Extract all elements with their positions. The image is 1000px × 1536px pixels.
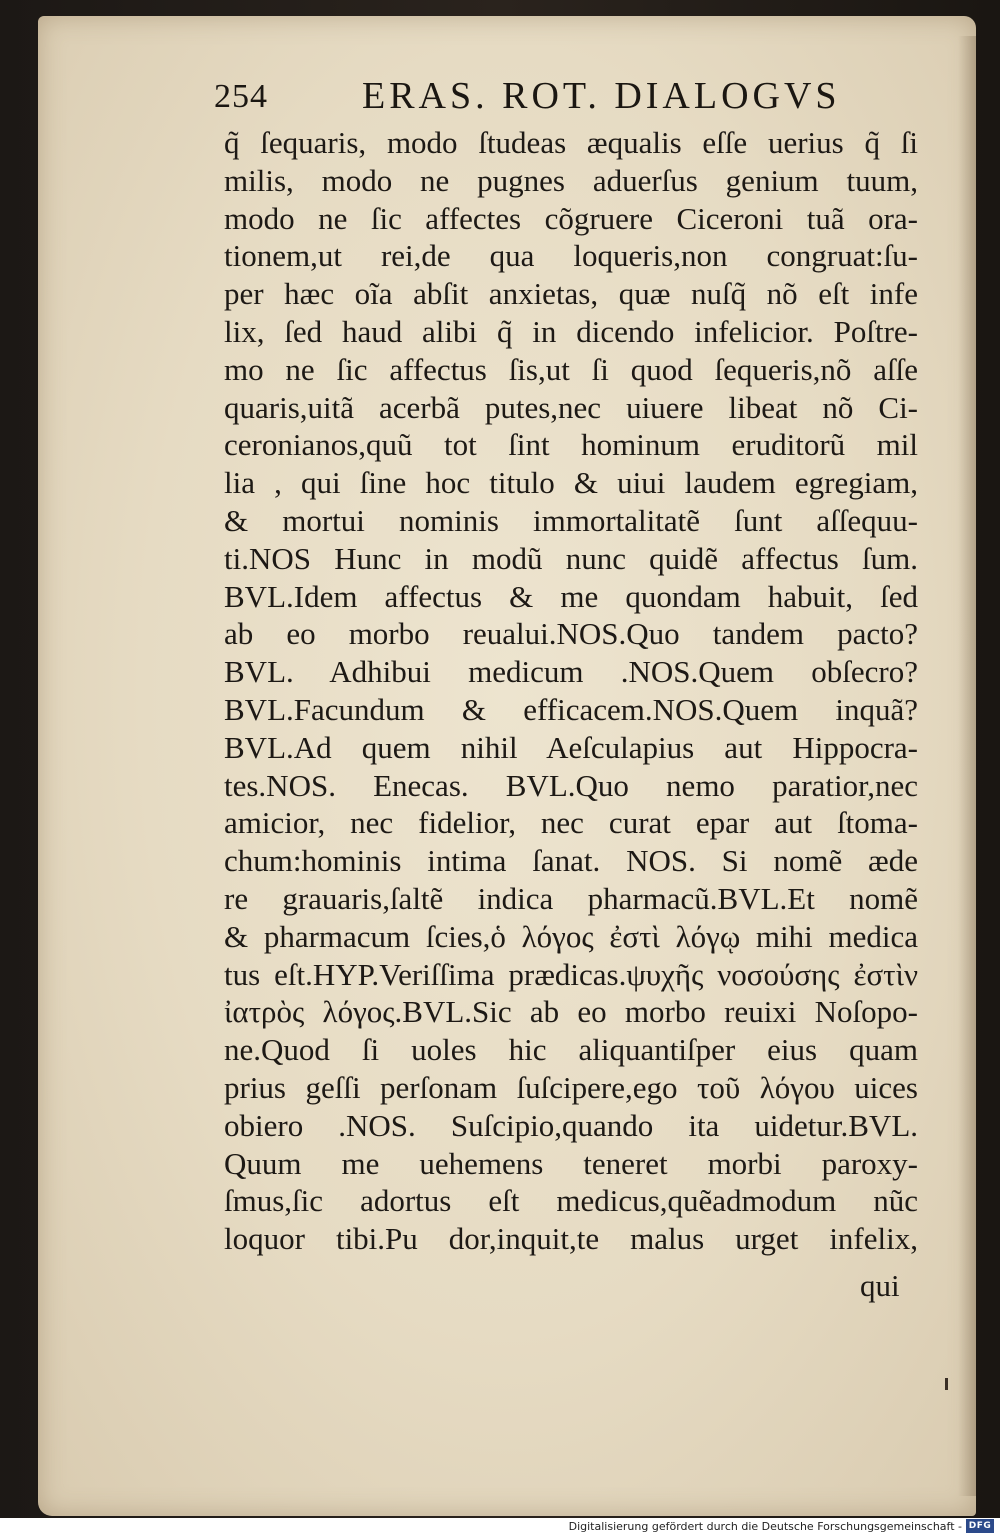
text-line: ſmus,ſic adortus eſt medicus,quẽadmodum nũc <box>224 1183 918 1219</box>
text-line: quaris,uitã acerbã putes,nec uiuere libeat nõ Ci- <box>224 389 918 425</box>
text-line: ne.Quod ſi uoles hic aliquantiſper eius quam <box>224 1032 918 1068</box>
funding-credit: Digitalisierung gefördert durch die Deutsche Forschungsgemeinschaft - <box>568 1520 962 1533</box>
text-line: amicior, nec fidelior, nec curat epar aut ſtoma- <box>224 805 918 841</box>
text-line: BVL.Idem affectus & me quondam habuit, ſed <box>224 578 918 614</box>
text-line: milis, modo ne pugnes aduerſus genium tuum, <box>224 162 918 198</box>
text-line: ab eo morbo reualui.NOS.Quo tandem pacto? <box>224 616 918 652</box>
dfg-logo: DFG <box>966 1519 994 1533</box>
text-line: tes.NOS. Enecas. BVL.Quo nemo paratior,nec <box>224 767 918 803</box>
text-line: tionem,ut rei,de qua loqueris,non congruat:ſu- <box>224 238 918 274</box>
text-line: re grauaris,ſaltẽ indica pharmacũ.BVL.Et nomẽ <box>224 880 918 916</box>
text-line: q̃ ſequaris, modo ſtudeas æqualis eſſe uerius q̃ ſi <box>224 125 918 160</box>
text-line: prius geſſi perſonam ſuſcipere,ego τοῦ λόγου uices <box>224 1069 918 1105</box>
text-line: lix, ſed haud alibi q̃ in dicendo infelicior. Poſtre- <box>224 313 918 349</box>
text-line: per hæc oĩa abſit anxietas, quæ nuſq̃ nõ eſt infe <box>224 276 918 312</box>
text-line: BVL.Ad quem nihil Aeſculapius aut Hippocra- <box>224 729 918 765</box>
text-line: & pharmacum ſcies,ὁ λόγος ἐστὶ λόγῳ mihi medica <box>224 918 918 954</box>
text-line: obiero .NOS. Suſcipio,quando ita uidetur.BVL. <box>224 1107 918 1143</box>
text-line: & mortui nominis immortalitatẽ ſunt aſſequu- <box>224 502 918 538</box>
running-head: ERAS. ROT. DIALOGVS <box>362 75 841 117</box>
page-number: 254 <box>214 78 268 115</box>
text-line: ceronianos,quũ tot ſint hominum eruditorũ mil <box>224 427 918 463</box>
text-line: lia , qui ſine hoc titulo & uiui laudem egregiam, <box>224 465 918 501</box>
text-line: modo ne ſic affectes cõgruere Ciceroni tuã ora- <box>224 200 918 236</box>
text-line: loquor tibi.Pu dor,inquit,te malus urget infelix, <box>224 1221 918 1257</box>
margin-mark <box>945 1378 948 1390</box>
page-header <box>214 70 854 126</box>
text-line: chum:hominis intima ſanat. NOS. Si nomẽ æde <box>224 843 918 879</box>
text-line: BVL. Adhibui medicum .NOS.Quem obſecro? <box>224 654 918 690</box>
text-line: ἰατρὸς λόγος.BVL.Sic ab eo morbo reuixi Noſopo- <box>224 994 918 1030</box>
text-line: ti.NOS Hunc in modũ nunc quidẽ affectus ſum. <box>224 540 918 576</box>
catchword: qui <box>860 1268 900 1303</box>
text-line: BVL.Facundum & efficacem.NOS.Quem inquã? <box>224 691 918 727</box>
text-line: tus eſt.HYP.Veriſſima prædicas.ψυχῆς νοσούσης ἐστὶν <box>224 956 918 992</box>
text-line: Quum me uehemens teneret morbi paroxy- <box>224 1145 918 1181</box>
text-line: mo ne ſic affectus ſis,ut ſi quod ſequeris,nõ aſſe <box>224 351 918 387</box>
body-text <box>224 124 918 1258</box>
page-edge-shadow <box>958 36 976 1496</box>
